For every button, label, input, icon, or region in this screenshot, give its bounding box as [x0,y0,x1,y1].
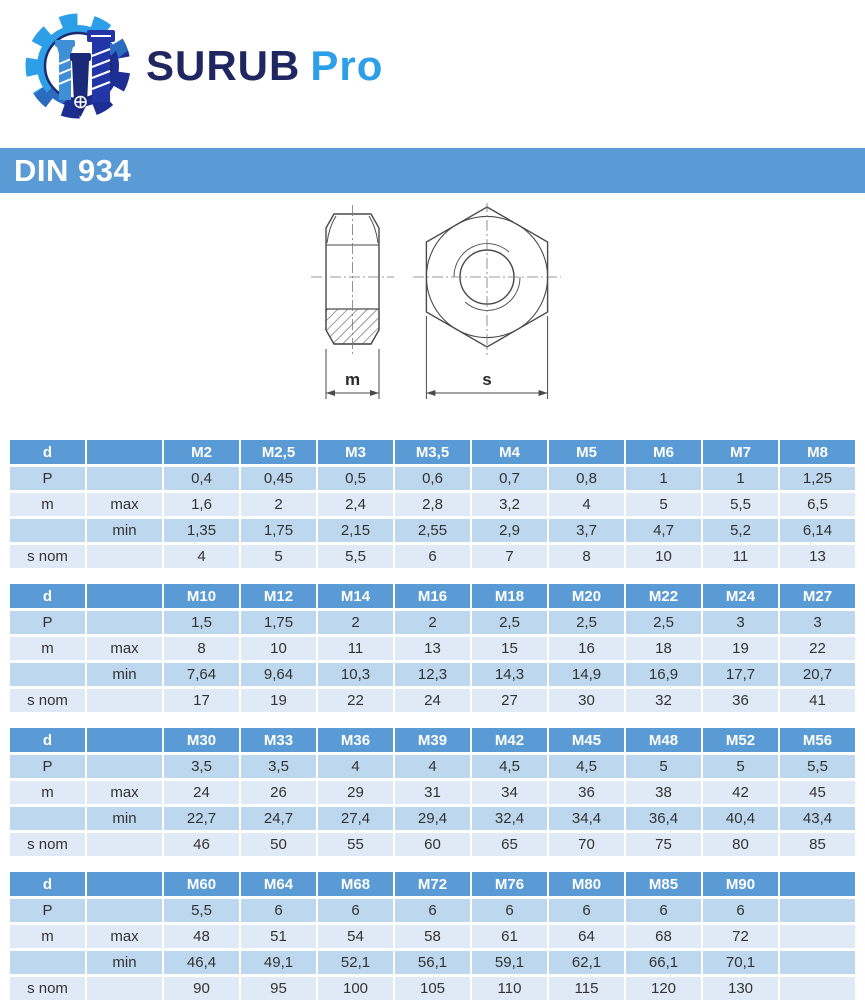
size-header-cell: M18 [472,584,547,608]
row-label-cell: max [87,925,162,948]
value-cell: 9,64 [241,663,316,686]
value-cell: 3,5 [164,755,239,778]
row-label-cell [87,977,162,1000]
table-row [10,807,855,830]
row-label-cell: min [87,951,162,974]
value-cell: 14,3 [472,663,547,686]
row-label-cell: s nom [10,689,85,712]
value-cell: 2,5 [472,611,547,634]
value-cell: 36,4 [626,807,701,830]
value-cell: 22 [318,689,393,712]
size-header-cell [780,872,855,896]
value-cell: 36 [703,689,778,712]
value-cell: 5 [241,545,316,568]
value-cell: 56,1 [395,951,470,974]
size-header-cell: M36 [318,728,393,752]
value-cell: 10 [626,545,701,568]
value-cell: 20,7 [780,663,855,686]
value-cell: 5,5 [318,545,393,568]
value-cell: 2 [241,493,316,516]
value-cell: 0,6 [395,467,470,490]
row-label-cell: P [10,755,85,778]
value-cell: 64 [549,925,624,948]
value-cell: 90 [164,977,239,1000]
row-label-cell: s nom [10,545,85,568]
value-cell: 51 [241,925,316,948]
row-label-cell: s nom [10,977,85,1000]
value-cell: 18 [626,637,701,660]
value-cell: 11 [703,545,778,568]
value-cell: 19 [703,637,778,660]
value-cell: 4 [549,493,624,516]
size-header-cell: M22 [626,584,701,608]
value-cell: 10 [241,637,316,660]
din-banner [0,148,865,193]
value-cell: 50 [241,833,316,856]
size-header-cell: M68 [318,872,393,896]
size-header-cell: M52 [703,728,778,752]
value-cell: 6 [549,899,624,922]
table-row [10,977,855,1000]
value-cell: 16,9 [626,663,701,686]
table-row [10,545,855,568]
value-cell: 61 [472,925,547,948]
value-cell: 48 [164,925,239,948]
spec-table-m30-m56 [8,725,857,859]
value-cell: 5,5 [164,899,239,922]
value-cell: 4,5 [549,755,624,778]
value-cell: 105 [395,977,470,1000]
m-arrow-left [326,390,335,396]
size-header-cell: M14 [318,584,393,608]
row-label-cell: max [87,781,162,804]
size-header-cell: M6 [626,440,701,464]
size-header-cell: M2 [164,440,239,464]
value-cell: 2,55 [395,519,470,542]
value-cell [780,925,855,948]
banner-title: DIN 934 [14,152,132,188]
value-cell: 29 [318,781,393,804]
table-row [10,519,855,542]
value-cell: 6 [395,899,470,922]
row-label-cell: max [87,637,162,660]
header-label-cell [87,728,162,752]
header-label-cell: d [10,872,85,896]
value-cell: 75 [626,833,701,856]
value-cell: 5,5 [703,493,778,516]
row-label-cell [10,663,85,686]
size-header-cell: M76 [472,872,547,896]
value-cell: 27,4 [318,807,393,830]
value-cell: 1,5 [164,611,239,634]
table-row [10,925,855,948]
value-cell: 3,7 [549,519,624,542]
size-header-cell: M2,5 [241,440,316,464]
row-label-cell [87,689,162,712]
value-cell: 6 [241,899,316,922]
value-cell: 58 [395,925,470,948]
value-cell: 46 [164,833,239,856]
value-cell: 62,1 [549,951,624,974]
brand-name: SURUB [146,42,301,89]
value-cell: 120 [626,977,701,1000]
header-label-cell: d [10,728,85,752]
brand-suffix: Pro [310,42,384,89]
value-cell: 4,5 [472,755,547,778]
value-cell: 5 [626,755,701,778]
size-header-cell: M80 [549,872,624,896]
value-cell: 10,3 [318,663,393,686]
value-cell: 130 [703,977,778,1000]
value-cell: 30 [549,689,624,712]
value-cell: 17 [164,689,239,712]
header-label-cell [87,872,162,896]
size-header-cell: M90 [703,872,778,896]
value-cell: 19 [241,689,316,712]
value-cell: 8 [549,545,624,568]
value-cell: 24 [164,781,239,804]
value-cell: 0,5 [318,467,393,490]
value-cell: 1,25 [780,467,855,490]
value-cell: 6 [703,899,778,922]
table-row [10,689,855,712]
technical-drawing [295,203,570,415]
value-cell: 70 [549,833,624,856]
row-label-cell: P [10,899,85,922]
header-label-cell [87,584,162,608]
value-cell: 3 [780,611,855,634]
size-header-cell: M72 [395,872,470,896]
size-header-cell: M3 [318,440,393,464]
table-header-row [10,584,855,608]
value-cell: 6 [318,899,393,922]
row-label-cell [10,807,85,830]
value-cell: 29,4 [395,807,470,830]
value-cell: 6,5 [780,493,855,516]
value-cell: 6 [395,545,470,568]
brand-logo [24,4,383,128]
value-cell: 13 [780,545,855,568]
brand-text [146,42,383,90]
value-cell: 3,5 [241,755,316,778]
value-cell: 5,5 [780,755,855,778]
table-row [10,493,855,516]
table-row [10,467,855,490]
value-cell: 41 [780,689,855,712]
spec-table-m60-m90 [8,869,857,1003]
size-header-cell: M5 [549,440,624,464]
s-arrow-left [426,390,435,396]
value-cell: 54 [318,925,393,948]
value-cell: 65 [472,833,547,856]
value-cell [780,951,855,974]
value-cell: 1,35 [164,519,239,542]
value-cell: 4 [164,545,239,568]
m-arrow-right [370,390,379,396]
row-label-cell: min [87,807,162,830]
value-cell: 1 [626,467,701,490]
value-cell: 115 [549,977,624,1000]
value-cell: 2 [318,611,393,634]
header-label-cell: d [10,440,85,464]
value-cell: 1 [703,467,778,490]
value-cell: 6 [626,899,701,922]
row-label-cell: max [87,493,162,516]
value-cell: 15 [472,637,547,660]
row-label-cell: P [10,611,85,634]
value-cell: 4,7 [626,519,701,542]
table-row [10,755,855,778]
value-cell: 24,7 [241,807,316,830]
table-row [10,611,855,634]
value-cell: 4 [318,755,393,778]
size-header-cell: M10 [164,584,239,608]
value-cell: 55 [318,833,393,856]
value-cell: 27 [472,689,547,712]
value-cell: 1,75 [241,519,316,542]
value-cell [780,977,855,1000]
value-cell: 22 [780,637,855,660]
value-cell: 59,1 [472,951,547,974]
header-label-cell: d [10,584,85,608]
size-header-cell: M7 [703,440,778,464]
row-label-cell [10,951,85,974]
size-header-cell: M8 [780,440,855,464]
value-cell [780,899,855,922]
value-cell: 14,9 [549,663,624,686]
value-cell: 45 [780,781,855,804]
size-header-cell: M56 [780,728,855,752]
dim-label-s: s [482,370,492,389]
row-label-cell: P [10,467,85,490]
value-cell: 2,5 [626,611,701,634]
gear-screws-icon [24,4,136,128]
value-cell: 3 [703,611,778,634]
value-cell: 40,4 [703,807,778,830]
value-cell: 3,2 [472,493,547,516]
value-cell: 38 [626,781,701,804]
size-header-cell: M3,5 [395,440,470,464]
size-header-cell: M16 [395,584,470,608]
value-cell: 8 [164,637,239,660]
size-header-cell: M4 [472,440,547,464]
value-cell: 2,4 [318,493,393,516]
value-cell: 0,45 [241,467,316,490]
table-header-row [10,440,855,464]
value-cell: 6 [472,899,547,922]
spec-table-m10-m27 [8,581,857,715]
value-cell: 110 [472,977,547,1000]
value-cell: 85 [780,833,855,856]
size-header-cell: M33 [241,728,316,752]
value-cell: 34 [472,781,547,804]
row-label-cell: s nom [10,833,85,856]
value-cell: 31 [395,781,470,804]
row-label-cell [10,519,85,542]
value-cell: 17,7 [703,663,778,686]
value-cell: 4 [395,755,470,778]
value-cell: 2,15 [318,519,393,542]
value-cell: 32 [626,689,701,712]
table-row [10,637,855,660]
size-header-cell: M39 [395,728,470,752]
table-header-row [10,872,855,896]
value-cell: 2 [395,611,470,634]
value-cell: 95 [241,977,316,1000]
size-header-cell: M20 [549,584,624,608]
value-cell: 2,9 [472,519,547,542]
value-cell: 12,3 [395,663,470,686]
size-header-cell: M27 [780,584,855,608]
value-cell: 43,4 [780,807,855,830]
row-label-cell: min [87,663,162,686]
row-label-cell [87,899,162,922]
value-cell: 16 [549,637,624,660]
size-header-cell: M42 [472,728,547,752]
value-cell: 49,1 [241,951,316,974]
value-cell: 0,8 [549,467,624,490]
value-cell: 34,4 [549,807,624,830]
value-cell: 52,1 [318,951,393,974]
table-row [10,951,855,974]
row-label-cell [87,611,162,634]
s-arrow-right [539,390,548,396]
value-cell: 68 [626,925,701,948]
table-row [10,833,855,856]
row-label-cell [87,833,162,856]
table-header-row [10,728,855,752]
table-row [10,781,855,804]
size-header-cell: M45 [549,728,624,752]
size-header-cell: M85 [626,872,701,896]
row-label-cell [87,467,162,490]
value-cell: 72 [703,925,778,948]
value-cell: 5 [703,755,778,778]
value-cell: 11 [318,637,393,660]
value-cell: 0,7 [472,467,547,490]
value-cell: 0,4 [164,467,239,490]
table-row [10,663,855,686]
value-cell: 22,7 [164,807,239,830]
value-cell: 100 [318,977,393,1000]
value-cell: 5,2 [703,519,778,542]
value-cell: 6,14 [780,519,855,542]
value-cell: 7,64 [164,663,239,686]
size-header-cell: M48 [626,728,701,752]
row-label-cell: m [10,493,85,516]
value-cell: 5 [626,493,701,516]
size-header-cell: M24 [703,584,778,608]
value-cell: 46,4 [164,951,239,974]
size-header-cell: M12 [241,584,316,608]
value-cell: 1,6 [164,493,239,516]
value-cell: 36 [549,781,624,804]
value-cell: 80 [703,833,778,856]
row-label-cell [87,755,162,778]
dim-label-m: m [344,370,361,389]
value-cell: 32,4 [472,807,547,830]
value-cell: 42 [703,781,778,804]
row-label-cell: min [87,519,162,542]
row-label-cell [87,545,162,568]
spec-table-m2-m8 [8,437,857,571]
size-header-cell: M60 [164,872,239,896]
value-cell: 66,1 [626,951,701,974]
value-cell: 13 [395,637,470,660]
row-label-cell: m [10,781,85,804]
row-label-cell: m [10,925,85,948]
size-header-cell: M64 [241,872,316,896]
size-header-cell: M30 [164,728,239,752]
header-label-cell [87,440,162,464]
value-cell: 7 [472,545,547,568]
value-cell: 2,8 [395,493,470,516]
value-cell: 2,5 [549,611,624,634]
value-cell: 60 [395,833,470,856]
value-cell: 26 [241,781,316,804]
value-cell: 1,75 [241,611,316,634]
row-label-cell: m [10,637,85,660]
value-cell: 24 [395,689,470,712]
table-row [10,899,855,922]
value-cell: 70,1 [703,951,778,974]
